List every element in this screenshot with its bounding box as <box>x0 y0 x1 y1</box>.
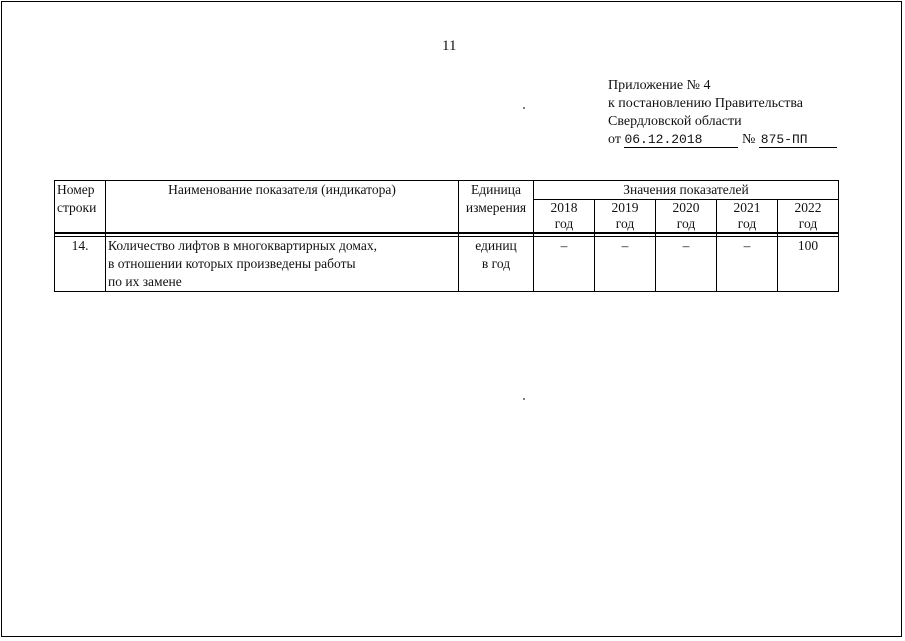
row-value-2022: 100 <box>778 237 839 292</box>
table-header-row <box>55 181 839 200</box>
indicators-table <box>54 180 839 292</box>
resolution-date: 06.12.2018 <box>624 133 738 148</box>
appendix-region: Свердловской области <box>608 114 742 129</box>
row-unit: единиц в год <box>459 237 534 292</box>
header-row-number: Номер строки <box>55 181 106 234</box>
appendix-title: Приложение № 4 <box>608 78 711 93</box>
date-prefix: от <box>608 132 621 147</box>
appendix-resolution: к постановлению Правительства <box>608 96 804 111</box>
table-row <box>55 237 839 292</box>
row-value-2021: – <box>717 237 778 292</box>
header-year: 2020 год <box>656 200 717 234</box>
appendix-date-number <box>608 131 837 149</box>
document-page <box>1 1 902 637</box>
row-indicator-name: Количество лифтов в многоквартирных домах, в отношении которых произведены работы по их замене <box>106 237 459 292</box>
header-values: Значения показателей <box>534 181 839 200</box>
appendix-header <box>608 77 837 149</box>
header-year: 2021 год <box>717 200 778 234</box>
resolution-number: 875-ПП <box>759 133 837 148</box>
row-number: 14. <box>55 237 106 292</box>
header-year: 2022 год <box>778 200 839 234</box>
scan-speck <box>523 107 525 109</box>
row-value-2019: – <box>595 237 656 292</box>
row-value-2018: – <box>534 237 595 292</box>
page-number: 11 <box>442 38 457 54</box>
scan-speck <box>523 398 525 400</box>
number-prefix: № <box>741 132 756 147</box>
header-year: 2019 год <box>595 200 656 234</box>
row-value-2020: – <box>656 237 717 292</box>
header-indicator-name: Наименование показателя (индикатора) <box>106 181 459 234</box>
header-unit: Единица измерения <box>459 181 534 234</box>
header-year: 2018 год <box>534 200 595 234</box>
